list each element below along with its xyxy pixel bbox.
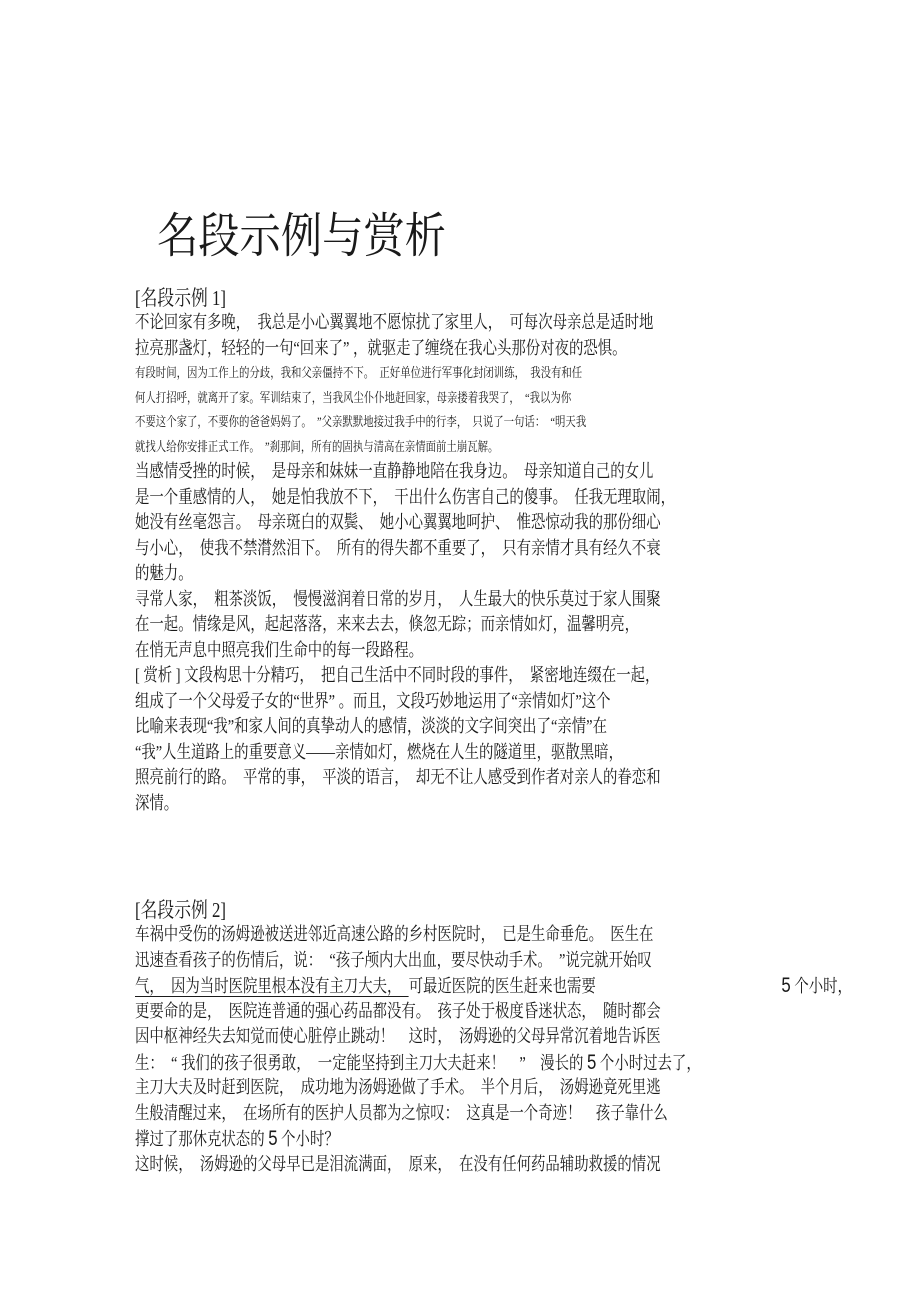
text-segment: 可最近医院的医生赶来也需要 [408, 976, 596, 996]
text-line-content: 拉亮那盏灯，轻轻的一句“回来了” ，就驱走了缠绕在我心头那份对夜的恐惧。 [135, 337, 627, 358]
text-line-content: 在悄无声息中照亮我们生命中的每一段路程。 [135, 639, 423, 660]
paragraph [135, 310, 810, 361]
text-line [135, 689, 810, 715]
text-line [135, 536, 810, 562]
text-line-content: 在一起。情缘是风，起起落落，来来去去，倏忽无踪；而亲情如灯，温馨明亮， [135, 614, 639, 634]
text-line-content: 不论回家有多晚， 我总是小心翼翼地不愿惊扰了家里人， 可每次母亲总是适时地 [135, 312, 654, 332]
section-label-text: [名段示例 2] [135, 898, 226, 922]
text-line [135, 791, 810, 817]
text-line [135, 386, 810, 411]
text-line-content: 寻常人家， 粗茶淡饭， 慢慢滋润着日常的岁月， 人生最大的快乐莫过于家人围聚 [135, 588, 661, 609]
text-line [135, 587, 810, 613]
text-line [135, 435, 810, 460]
text-line [135, 561, 810, 587]
paragraph [135, 459, 810, 587]
paragraph [135, 663, 810, 816]
text-line-content: 不要这个家了，不要你的爸爸妈妈了。 ”父亲默默地接过我手中的行李， 只说了一句话： “明天我 [135, 414, 587, 429]
text-line-content: 深情。 [135, 792, 179, 813]
text-line [135, 485, 810, 511]
section-label-text: [名段示例 1] [135, 286, 226, 310]
text-line-content: 是一个重感情的人， 她是怕我放不下， 干出什么伤害自己的傻事。 任我无理取闹， [135, 486, 675, 507]
underlined-text: 气， 因为当时医院里根本没有主刀大夫， [135, 976, 409, 996]
text-line [135, 459, 810, 485]
text-line-content: 迅速查看孩子的伤情后，说： “孩子颅内大出血，要尽快动手术。 ”说完就开始叹 [135, 949, 652, 970]
text-line [135, 999, 810, 1025]
section-label [135, 286, 810, 310]
doc-body [135, 286, 852, 1177]
text-line-content: 这时候， 汤姆逊的父母早已是泪流满面， 原来， 在没有任何药品辅助救援的情况 [135, 1153, 661, 1174]
text-segment: 生： “ 我们的孩子很勇敢， 一定能坚持到主刀大夫赶来！ ” 漫长的 [135, 1052, 587, 1073]
text-line-content: “我”人生道路上的重要意义——亲情如灯，燃烧在人生的隧道里，驱散黑暗， [135, 741, 623, 762]
text-line [135, 1101, 810, 1127]
big-number: 5 [268, 1127, 278, 1150]
text-segment: 个小时过去了， [596, 1052, 701, 1073]
text-line [135, 765, 810, 791]
text-line-content: 就找人给你安排正式工作。 ”刹那间，所有的固执与清高在亲情面前土崩瓦解。 [135, 438, 499, 454]
text-line [135, 1024, 810, 1050]
section-label [135, 898, 810, 922]
text-line [135, 510, 810, 536]
text-line [135, 973, 852, 999]
text-line-content: 当感情受挫的时候， 是母亲和妹妹一直静静地陪在我身边。 母亲知道自己的女儿 [135, 461, 654, 481]
text-line [135, 663, 810, 689]
text-segment: 个小时？ [277, 1129, 339, 1149]
text-line-content: 何人打招呼，就离开了家。军训结束了，当我风尘仆仆地赶回家，母亲搂着我哭了， “我以为你 [135, 389, 572, 405]
page-title-text: 名段示例与赏析 [157, 210, 446, 263]
text-line [135, 310, 810, 336]
text-line-content [135, 1126, 339, 1153]
text-line [135, 336, 810, 362]
text-line [135, 638, 810, 664]
big-number: 5 [781, 974, 791, 997]
text-line-content: 有段时间，因为工作上的分歧，我和父亲僵持不下。 正好单位进行军事化封闭训练， 我没有和任 [135, 365, 583, 380]
text-line-content: 的魅力。 [135, 563, 193, 583]
text-line-content: 照亮前行的路。 平常的事， 平淡的语言， 却无不让人感受到作者对亲人的眷恋和 [135, 767, 661, 787]
text-line-content: 更要命的是， 医院连普通的强心药品都没有。 孩子处于极度昏迷状态， 随时都会 [135, 1000, 661, 1021]
text-line-content: 与小心， 使我不禁潸然泪下。 所有的得失都不重要了， 只有亲情才具有经久不衰 [135, 537, 661, 558]
text-line-content: 因中枢神经失去知觉而使心脏停止跳动！ 这时， 汤姆逊的父母异常沉着地告诉医 [135, 1026, 661, 1046]
big-number: 5 [586, 1050, 597, 1074]
text-line-content [135, 1050, 701, 1077]
text-line [135, 714, 810, 740]
paragraph [135, 922, 852, 1177]
text-line [135, 740, 810, 766]
text-line-content: 比喻来表现“我”和家人间的真挚动人的感情，淡淡的文字间突出了“亲情”在 [135, 716, 607, 736]
text-line-content: 车祸中受伤的汤姆逊被送进邻近高速公路的乡村医院时， 已是生命垂危。 医生在 [135, 924, 654, 944]
text-line [135, 1126, 810, 1152]
paragraph [135, 587, 810, 664]
page-title [157, 212, 810, 262]
text-segment: 撑过了那休克状态的 [135, 1129, 269, 1149]
text-line-content [135, 973, 852, 1000]
paragraph [135, 361, 810, 459]
text-line [135, 361, 810, 386]
text-line-content: 主刀大夫及时赶到医院， 成功地为汤姆逊做了手术。 半个月后， 汤姆逊竟死里逃 [135, 1077, 661, 1097]
text-line [135, 410, 810, 435]
text-segment: 个小时， [790, 976, 852, 996]
text-line [135, 612, 810, 638]
text-line [135, 1152, 810, 1178]
text-line [135, 1075, 810, 1101]
text-line-content: [ 赏析 ] 文段构思十分精巧， 把自己生活中不同时段的事件， 紧密地连缀在一起， [135, 665, 660, 685]
text-line-content: 她没有丝毫怨言。 母亲斑白的双鬓、 她小心翼翼地呵护、 惟恐惊动我的那份细心 [135, 512, 661, 532]
text-line [135, 948, 810, 974]
text-line-content: 组成了一个父母爱子女的“世界” 。而且，文段巧妙地运用了“亲情如灯”这个 [135, 690, 611, 711]
text-line [135, 922, 810, 948]
text-line-content: 生般清醒过来， 在场所有的医护人员都为之惊叹： 这真是一个奇迹！ 孩子靠什么 [135, 1102, 668, 1123]
text-line [135, 1050, 810, 1076]
